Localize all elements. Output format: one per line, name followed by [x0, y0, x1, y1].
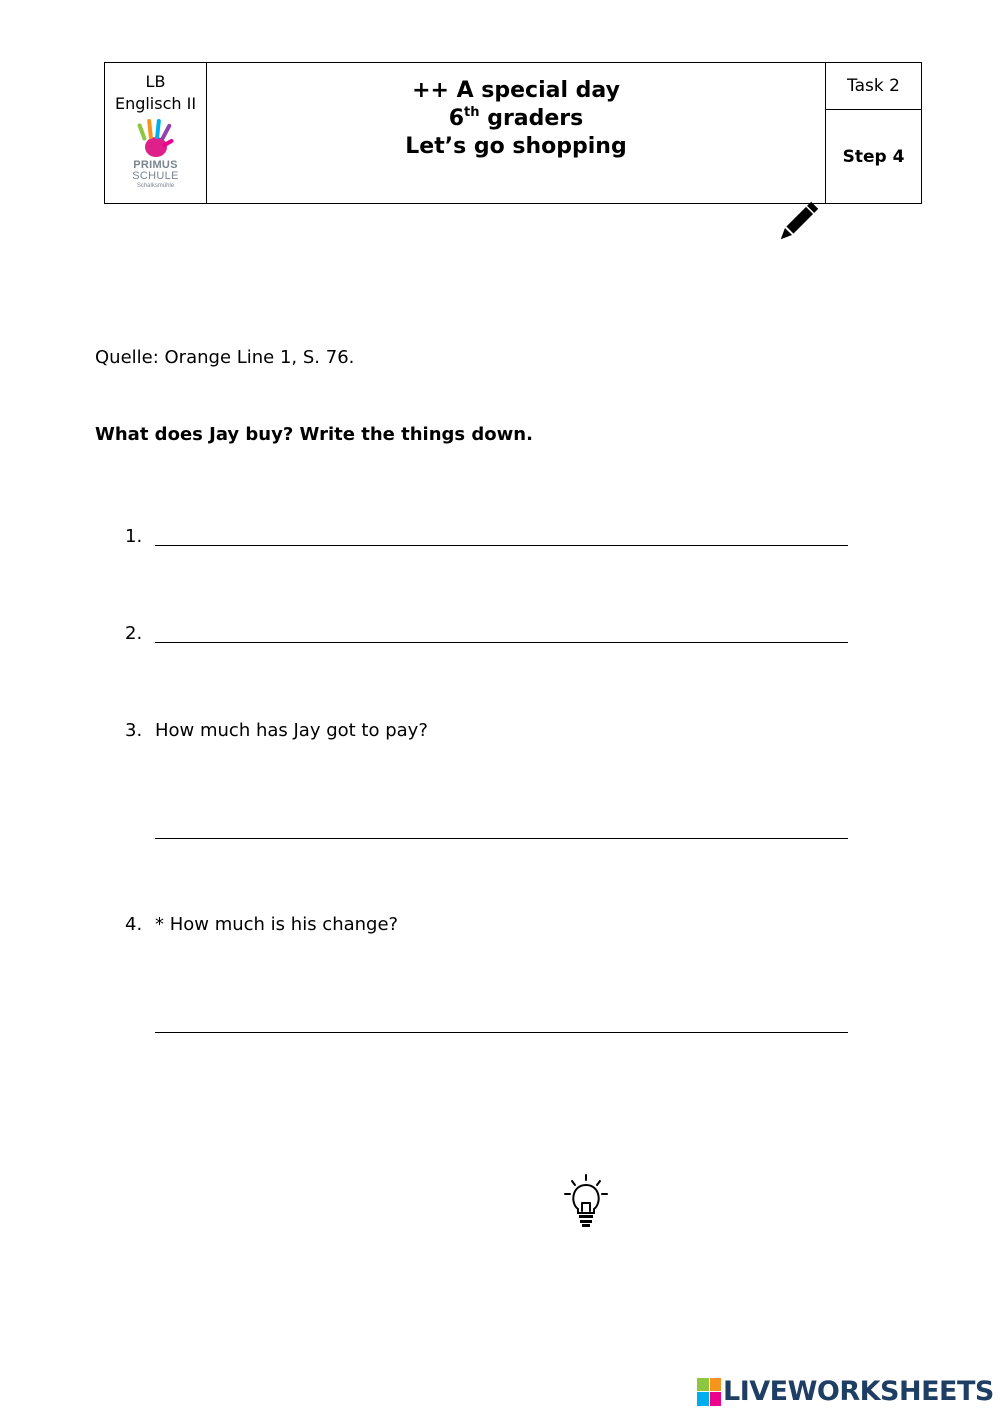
title-line-3: Let’s go shopping — [405, 134, 627, 159]
subject-line-2: Englisch II — [114, 94, 197, 113]
pencil-icon — [774, 200, 820, 246]
item-number: 4. — [125, 914, 143, 935]
answer-line-4[interactable] — [155, 1032, 848, 1033]
school-logo — [132, 117, 178, 190]
liveworksheets-brand[interactable] — [697, 1376, 994, 1407]
logo-name: PRIMUS — [133, 159, 178, 171]
step-label: Step 4 — [842, 146, 905, 167]
source-reference: Quelle: Orange Line 1, S. 76. — [95, 347, 355, 368]
grade-label: graders — [479, 106, 584, 131]
brand-badge-icon — [697, 1378, 721, 1406]
answer-line-2[interactable] — [155, 642, 848, 643]
item-number: 2. — [125, 623, 143, 644]
instruction-heading: What does Jay buy? Write the things down. — [95, 424, 533, 445]
lightbulb-icon[interactable] — [560, 1173, 612, 1229]
header-title-cell — [207, 63, 826, 203]
logo-name-2: SCHULE — [132, 170, 179, 182]
task-label: Task 2 — [826, 63, 921, 110]
list-item-3 — [125, 720, 428, 741]
title-line-1: ++ A special day — [412, 78, 620, 103]
item-text: * How much is his change? — [155, 914, 399, 935]
item-number: 1. — [125, 526, 143, 547]
brand-text: LIVEWORKSHEETS — [723, 1376, 994, 1407]
list-item-1 — [125, 526, 155, 547]
list-item-2 — [125, 623, 155, 644]
header-subject-cell — [105, 63, 207, 203]
grade-suffix: th — [464, 105, 480, 120]
hand-logo-icon — [136, 117, 176, 159]
answer-line-1[interactable] — [155, 545, 848, 546]
item-number: 3. — [125, 720, 143, 741]
item-text: How much has Jay got to pay? — [155, 720, 428, 741]
title-line-2 — [449, 105, 584, 133]
header-table — [104, 62, 922, 204]
subject-line-1: LB — [145, 72, 166, 91]
logo-place: Schalksmühle — [136, 183, 175, 189]
list-item-4 — [125, 914, 398, 935]
header-task-cell — [826, 63, 921, 203]
grade-number: 6 — [448, 106, 465, 131]
answer-line-3[interactable] — [155, 838, 848, 839]
